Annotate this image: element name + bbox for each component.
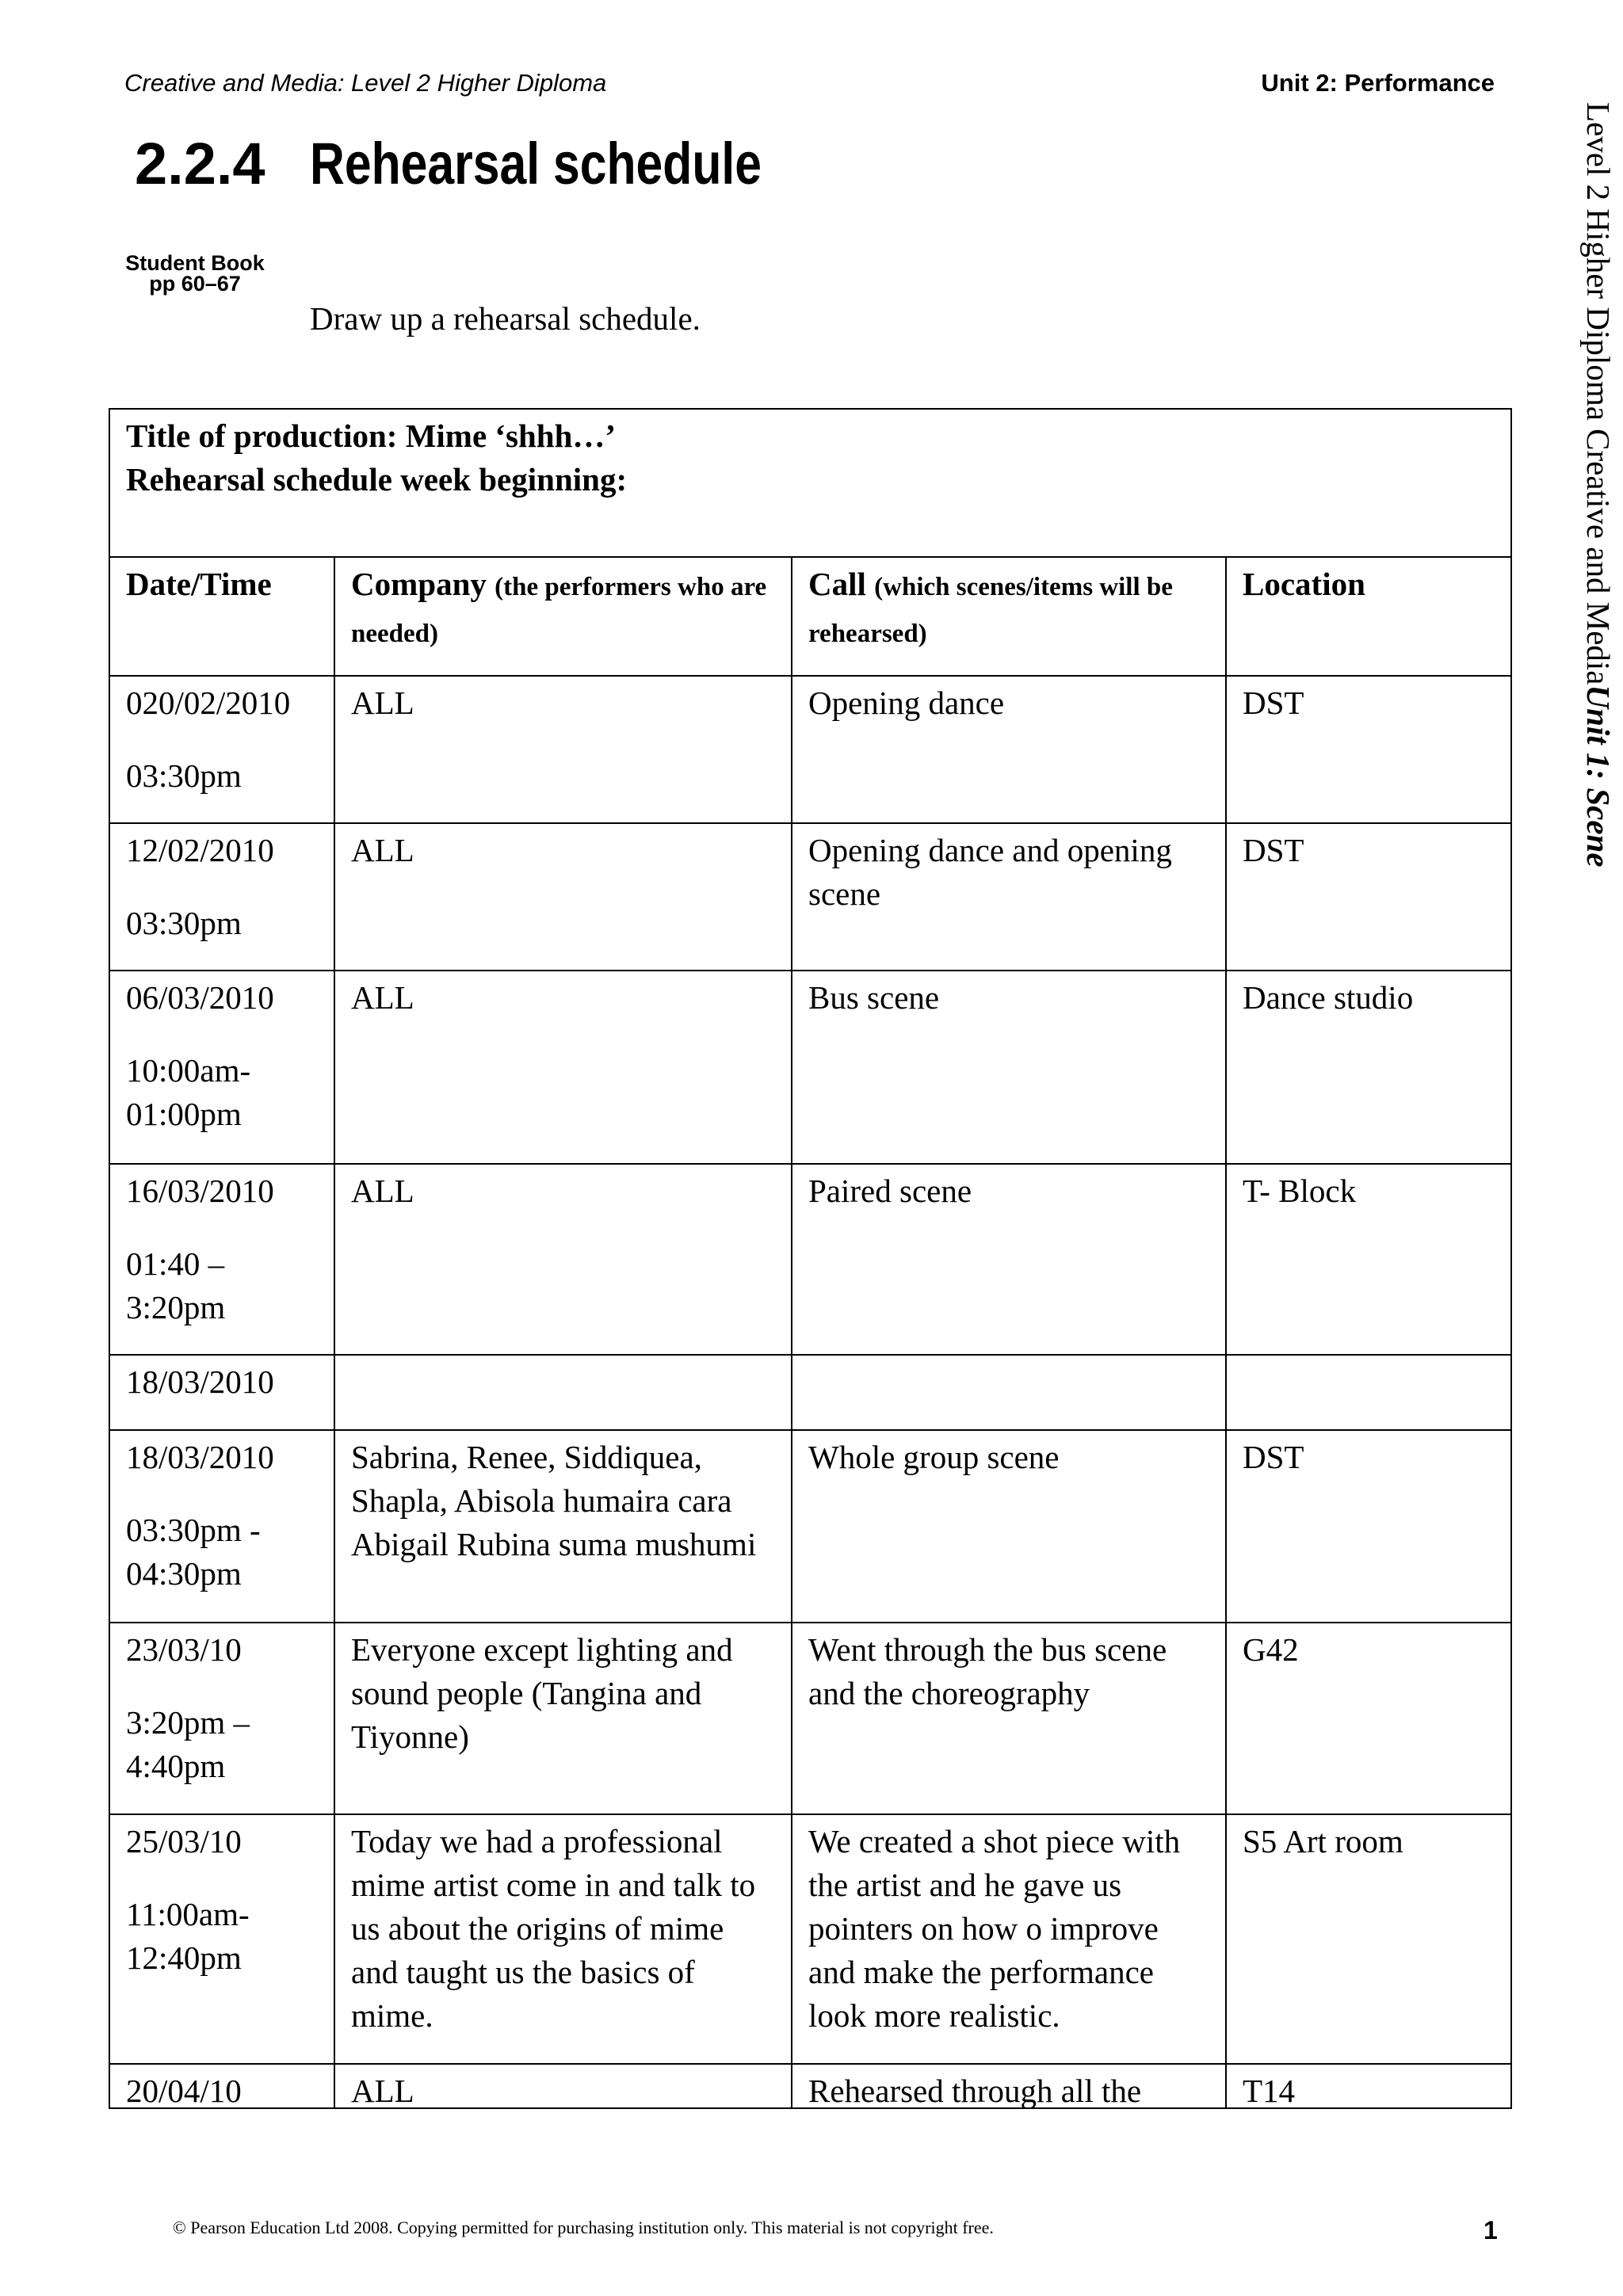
table-row (110, 675, 1510, 822)
table-title-cell (110, 410, 1510, 556)
column-header-label: Date/Time (126, 566, 272, 602)
side-title-unit: Unit 1: Scene (1580, 685, 1617, 868)
call-cell: Whole group scene (791, 1431, 1225, 1622)
date-time-cell (110, 971, 334, 1163)
call-cell (791, 1356, 1225, 1429)
column-header-label: Company (351, 566, 487, 602)
week-beginning-label: Rehearsal schedule week beginning: (126, 461, 628, 498)
production-title: Title of production: Mime ‘shhh…’ (126, 418, 617, 454)
student-book-reference (119, 253, 271, 294)
rehearsal-time: 03:30pm (126, 757, 242, 794)
company-cell: ALL (334, 1165, 791, 1354)
call-cell: Went through the bus scene and the choreography (791, 1623, 1225, 1814)
rehearsal-date: 18/03/2010 (126, 1439, 274, 1475)
rehearsal-schedule-table (109, 408, 1512, 2109)
rehearsal-time: 01:40 – 3:20pm (126, 1245, 226, 1325)
table-row (110, 2063, 1510, 2107)
company-cell: Today we had a professional mime artist come in and talk to us about the origins of mime and taught us the basics of mime. (334, 1815, 791, 2063)
table-row (110, 1429, 1510, 1622)
call-cell: Rehearsed through all the (791, 2065, 1225, 2107)
running-header-unit: Unit 2: Performance (1261, 69, 1495, 97)
rehearsal-time: 11:00am-12:40pm (126, 1896, 250, 1976)
rehearsal-time: 03:30pm (126, 905, 242, 941)
date-time-cell (110, 1623, 334, 1814)
location-cell: S5 Art room (1225, 1815, 1510, 2063)
location-cell: Dance studio (1225, 971, 1510, 1163)
table-row (110, 1814, 1510, 2063)
side-title-main: Level 2 Higher Diploma Creative and Media (1580, 102, 1617, 685)
copyright-notice: © Pearson Education Ltd 2008. Copying permitted for purchasing institution only. This material is not copyright free. (173, 2218, 994, 2237)
call-cell: Opening dance (791, 677, 1225, 822)
location-cell: T- Block (1225, 1165, 1510, 1354)
column-header-call (791, 558, 1225, 675)
company-cell: ALL (334, 677, 791, 822)
company-cell: ALL (334, 971, 791, 1163)
company-cell: Everyone except lighting and sound people (Tangina and Tiyonne) (334, 1623, 791, 1814)
rehearsal-date: 16/03/2010 (126, 1173, 274, 1209)
side-running-title (1580, 102, 1617, 868)
table-title-row (110, 410, 1510, 556)
rehearsal-date: 18/03/2010 (126, 1363, 274, 1400)
date-time-cell (110, 2065, 334, 2107)
location-cell: DST (1225, 824, 1510, 970)
rehearsal-date: 020/02/2010 (126, 685, 291, 721)
company-cell: Sabrina, Renee, Siddiquea, Shapla, Abisola humaira cara Abigail Rubina suma mushumi (334, 1431, 791, 1622)
column-header-note: (which scenes/items will be rehearsed) (808, 573, 1173, 648)
location-cell: G42 (1225, 1623, 1510, 1814)
column-header-location (1225, 558, 1510, 675)
location-cell: T14 (1225, 2065, 1510, 2107)
table-row (110, 970, 1510, 1163)
company-cell: ALL (334, 824, 791, 970)
location-cell (1225, 1356, 1510, 1429)
call-cell: Paired scene (791, 1165, 1225, 1354)
column-header-label: Location (1243, 566, 1365, 602)
date-time-cell (110, 1356, 334, 1429)
rehearsal-date: 06/03/2010 (126, 979, 274, 1016)
page-number: 1 (1484, 2216, 1498, 2245)
location-cell: DST (1225, 1431, 1510, 1622)
table-header-row (110, 556, 1510, 675)
call-cell: Bus scene (791, 971, 1225, 1163)
call-cell: We created a shot piece with the artist and he gave us pointers on how o improve and make the performance look more realistic. (791, 1815, 1225, 2063)
column-header-note: (the performers who are needed) (351, 573, 767, 648)
company-cell: ALL (334, 2065, 791, 2107)
rehearsal-time: 10:00am-01:00pm (126, 1052, 251, 1132)
company-cell (334, 1356, 791, 1429)
date-time-cell (110, 1815, 334, 2063)
column-header-date-time (110, 558, 334, 675)
rehearsal-time: 03:30pm - 04:30pm (126, 1512, 261, 1592)
call-cell: Opening dance and opening scene (791, 824, 1225, 970)
section-number: 2.2.4 (135, 131, 265, 196)
student-book-pages: pp 60–67 (149, 272, 241, 296)
table-row (110, 1354, 1510, 1429)
table-row (110, 1622, 1510, 1814)
location-cell: DST (1225, 677, 1510, 822)
rehearsal-date: 20/04/10 (126, 2073, 242, 2109)
running-header-course: Creative and Media: Level 2 Higher Diploma (124, 69, 607, 97)
date-time-cell (110, 1165, 334, 1354)
table-row (110, 822, 1510, 970)
rehearsal-date: 25/03/10 (126, 1823, 242, 1859)
column-header-company (334, 558, 791, 675)
page-title: Rehearsal schedule (310, 131, 762, 196)
rehearsal-date: 12/02/2010 (126, 832, 274, 868)
rehearsal-date: 23/03/10 (126, 1631, 242, 1668)
column-header-label: Call (808, 566, 866, 602)
date-time-cell (110, 1431, 334, 1622)
student-book-label: Student Book (125, 251, 265, 275)
date-time-cell (110, 824, 334, 970)
table-row (110, 1163, 1510, 1354)
task-instruction: Draw up a rehearsal schedule. (310, 300, 701, 337)
date-time-cell (110, 677, 334, 822)
rehearsal-time: 3:20pm – 4:40pm (126, 1704, 250, 1784)
